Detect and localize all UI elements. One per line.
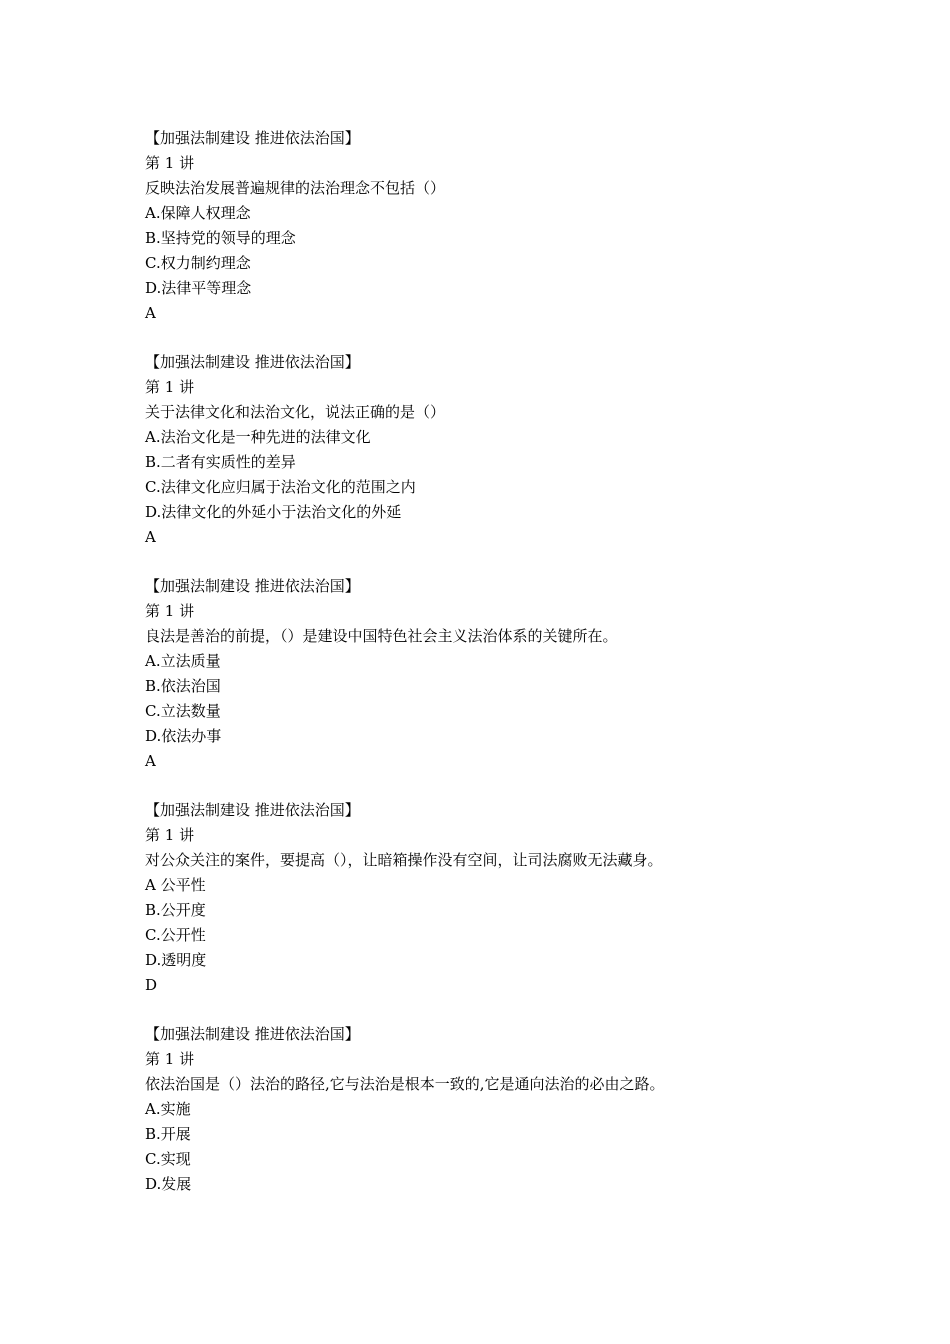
answer-text: A bbox=[145, 528, 156, 546]
question-block-1 bbox=[145, 126, 865, 326]
option-a: A 公平性 bbox=[145, 876, 206, 894]
option-c: C.立法数量 bbox=[145, 702, 221, 720]
answer-text: D bbox=[145, 976, 158, 994]
option-b: B.公开度 bbox=[145, 901, 206, 919]
option-d: D.透明度 bbox=[145, 951, 207, 969]
question-block-2 bbox=[145, 350, 865, 550]
option-c: C.法律文化应归属于法治文化的范围之内 bbox=[145, 478, 416, 496]
section-heading: 【加强法制建设 推进依法治国】 bbox=[145, 1025, 360, 1043]
lecture-label: 第 1 讲 bbox=[145, 602, 195, 620]
question-text: 对公众关注的案件，要提高（），让暗箱操作没有空间，让司法腐败无法藏身。 bbox=[145, 851, 663, 869]
question-text: 反映法治发展普遍规律的法治理念不包括（） bbox=[145, 179, 446, 197]
option-d: D.法律文化的外延小于法治文化的外延 bbox=[145, 503, 402, 521]
section-heading: 【加强法制建设 推进依法治国】 bbox=[145, 577, 360, 595]
option-a: A.立法质量 bbox=[145, 652, 221, 670]
option-d: D.发展 bbox=[145, 1175, 192, 1193]
lecture-label: 第 1 讲 bbox=[145, 378, 195, 396]
question-block-5 bbox=[145, 1022, 865, 1197]
lecture-label: 第 1 讲 bbox=[145, 826, 195, 844]
section-heading: 【加强法制建设 推进依法治国】 bbox=[145, 129, 360, 147]
question-text: 依法治国是（）法治的路径,它与法治是根本一致的,它是通向法治的必由之路。 bbox=[145, 1075, 665, 1093]
question-block-4 bbox=[145, 798, 865, 998]
section-heading: 【加强法制建设 推进依法治国】 bbox=[145, 353, 360, 371]
option-b: B.坚持党的领导的理念 bbox=[145, 229, 296, 247]
option-c: C.权力制约理念 bbox=[145, 254, 251, 272]
option-a: A.实施 bbox=[145, 1100, 191, 1118]
answer-text: A bbox=[145, 752, 156, 770]
question-block-3 bbox=[145, 574, 865, 774]
option-c: C.实现 bbox=[145, 1150, 191, 1168]
option-b: B.开展 bbox=[145, 1125, 191, 1143]
section-heading: 【加强法制建设 推进依法治国】 bbox=[145, 801, 360, 819]
document-content bbox=[145, 126, 865, 1221]
option-a: A.保障人权理念 bbox=[145, 204, 251, 222]
option-b: B.二者有实质性的差异 bbox=[145, 453, 296, 471]
option-a: A.法治文化是一种先进的法律文化 bbox=[145, 428, 371, 446]
lecture-label: 第 1 讲 bbox=[145, 154, 195, 172]
option-d: D.依法办事 bbox=[145, 727, 222, 745]
lecture-label: 第 1 讲 bbox=[145, 1050, 195, 1068]
question-text: 关于法律文化和法治文化，说法正确的是（） bbox=[145, 403, 446, 421]
answer-text: A bbox=[145, 304, 156, 322]
option-d: D.法律平等理念 bbox=[145, 279, 252, 297]
option-b: B.依法治国 bbox=[145, 677, 221, 695]
option-c: C.公开性 bbox=[145, 926, 206, 944]
question-text: 良法是善治的前提，（）是建设中国特色社会主义法治体系的关键所在。 bbox=[145, 627, 618, 645]
